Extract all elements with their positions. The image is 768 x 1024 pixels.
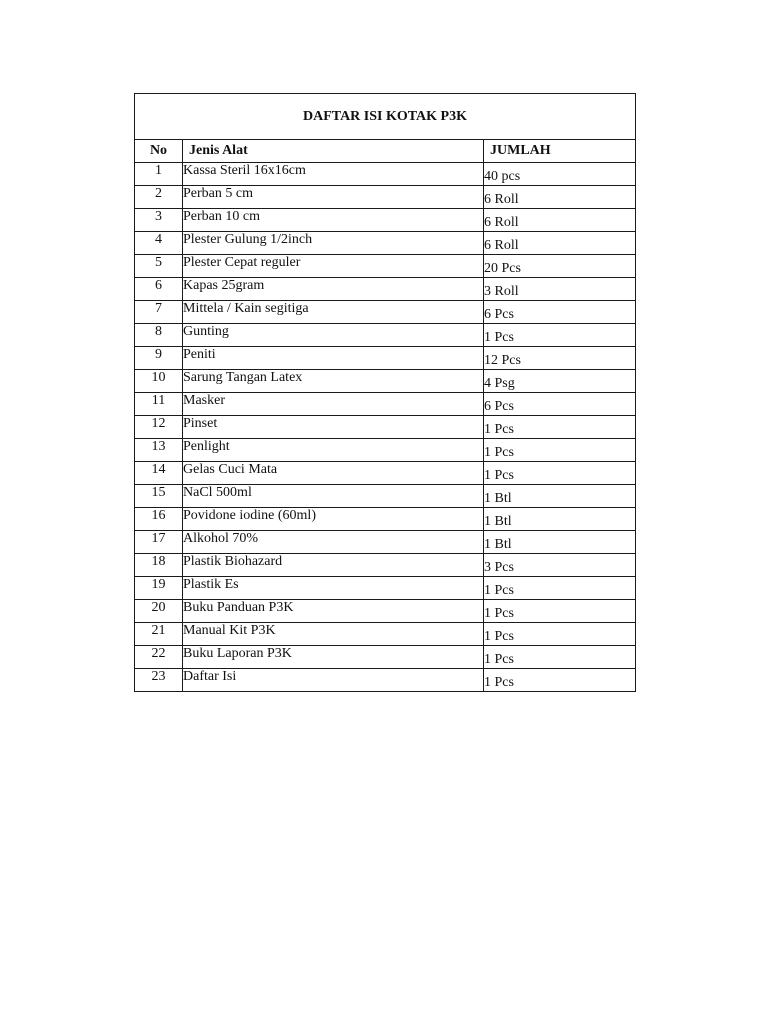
row-number: 10 [135,370,183,393]
row-item-name: Perban 5 cm [183,186,484,209]
row-item-name: Sarung Tangan Latex [183,370,484,393]
row-number: 3 [135,209,183,232]
table-row [135,416,636,439]
table-header-row [135,140,636,163]
row-item-name: Plastik Es [183,577,484,600]
row-quantity: 1 Pcs [484,462,636,485]
row-quantity: 6 Roll [484,186,636,209]
table-row [135,623,636,646]
row-number: 19 [135,577,183,600]
row-number: 15 [135,485,183,508]
row-number: 20 [135,600,183,623]
row-quantity: 1 Pcs [484,600,636,623]
row-quantity: 40 pcs [484,163,636,186]
header-jenis-alat: Jenis Alat [183,140,484,163]
table-title: DAFTAR ISI KOTAK P3K [135,94,636,140]
header-no: No [135,140,183,163]
row-quantity: 1 Pcs [484,416,636,439]
row-item-name: Plester Gulung 1/2inch [183,232,484,255]
row-number: 16 [135,508,183,531]
table-row [135,163,636,186]
table-row [135,554,636,577]
row-quantity: 6 Roll [484,209,636,232]
table-body [135,163,636,692]
row-quantity: 1 Btl [484,485,636,508]
table-row [135,255,636,278]
row-item-name: Perban 10 cm [183,209,484,232]
row-quantity: 1 Pcs [484,324,636,347]
row-number: 9 [135,347,183,370]
row-quantity: 1 Pcs [484,623,636,646]
row-item-name: Pinset [183,416,484,439]
row-number: 7 [135,301,183,324]
row-quantity: 20 Pcs [484,255,636,278]
row-quantity: 1 Pcs [484,439,636,462]
document-page [134,93,634,692]
row-number: 4 [135,232,183,255]
row-item-name: Manual Kit P3K [183,623,484,646]
row-number: 22 [135,646,183,669]
table-row [135,485,636,508]
row-quantity: 6 Pcs [484,393,636,416]
row-item-name: NaCl 500ml [183,485,484,508]
row-item-name: Mittela / Kain segitiga [183,301,484,324]
row-item-name: Peniti [183,347,484,370]
row-number: 21 [135,623,183,646]
row-item-name: Povidone iodine (60ml) [183,508,484,531]
row-number: 5 [135,255,183,278]
row-item-name: Masker [183,393,484,416]
row-quantity: 6 Pcs [484,301,636,324]
row-item-name: Daftar Isi [183,669,484,692]
row-item-name: Buku Laporan P3K [183,646,484,669]
row-item-name: Plastik Biohazard [183,554,484,577]
row-quantity: 3 Pcs [484,554,636,577]
table-row [135,669,636,692]
table-row [135,531,636,554]
row-number: 13 [135,439,183,462]
table-row [135,301,636,324]
row-number: 8 [135,324,183,347]
table-row [135,600,636,623]
table-row [135,439,636,462]
row-quantity: 3 Roll [484,278,636,301]
table-row [135,347,636,370]
row-number: 23 [135,669,183,692]
inventory-table [134,93,636,692]
table-row [135,462,636,485]
table-row [135,209,636,232]
table-row [135,232,636,255]
row-number: 11 [135,393,183,416]
row-number: 2 [135,186,183,209]
row-item-name: Kassa Steril 16x16cm [183,163,484,186]
table-row [135,508,636,531]
table-row [135,278,636,301]
row-item-name: Penlight [183,439,484,462]
row-number: 14 [135,462,183,485]
row-quantity: 12 Pcs [484,347,636,370]
row-number: 18 [135,554,183,577]
row-quantity: 1 Btl [484,531,636,554]
row-quantity: 6 Roll [484,232,636,255]
row-quantity: 1 Pcs [484,669,636,692]
table-title-row [135,94,636,140]
row-item-name: Buku Panduan P3K [183,600,484,623]
table-row [135,324,636,347]
row-quantity: 1 Pcs [484,577,636,600]
row-item-name: Gunting [183,324,484,347]
row-number: 1 [135,163,183,186]
row-item-name: Gelas Cuci Mata [183,462,484,485]
row-item-name: Kapas 25gram [183,278,484,301]
table-row [135,393,636,416]
row-item-name: Plester Cepat reguler [183,255,484,278]
row-quantity: 4 Psg [484,370,636,393]
table-row [135,370,636,393]
table-row [135,646,636,669]
table-row [135,577,636,600]
table-row [135,186,636,209]
row-number: 12 [135,416,183,439]
row-quantity: 1 Pcs [484,646,636,669]
row-item-name: Alkohol 70% [183,531,484,554]
row-number: 6 [135,278,183,301]
header-jumlah: JUMLAH [484,140,636,163]
row-quantity: 1 Btl [484,508,636,531]
row-number: 17 [135,531,183,554]
